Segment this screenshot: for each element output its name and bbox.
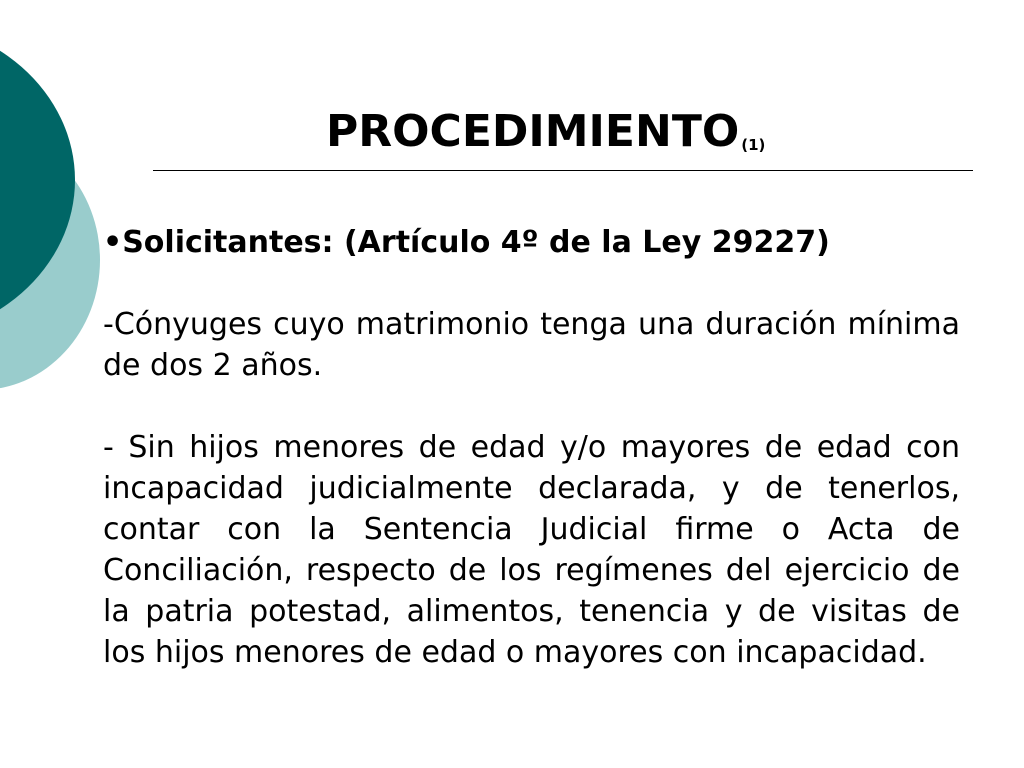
spacer — [103, 386, 960, 427]
bullet-heading — [103, 222, 960, 263]
title-text: PROCEDIMIENTO — [326, 106, 740, 157]
spacer — [103, 263, 960, 304]
paragraph-conyuges: -Cónyuges cuyo matrimonio tenga una duración mínima de dos 2 años. — [103, 307, 960, 383]
bullet-heading-text: Solicitantes: (Artículo 4º de la Ley 29227) — [122, 225, 830, 260]
slide-body — [103, 222, 960, 673]
bullet-marker: • — [103, 225, 123, 260]
slide-title — [326, 104, 765, 169]
paragraph-hijos: - Sin hijos menores de edad y/o mayores de edad con incapacidad judicialmente declarada, y de tenerlos, contar con la Sentencia Judicial firme o Acta de Conciliación, respecto de los regímenes del ejercicio de la patria potestad, alimentos, tenencia y de visitas de los hijos menores de edad o mayores con incapacidad. — [103, 430, 960, 670]
title-divider — [153, 170, 973, 171]
title-superscript: (1) — [741, 136, 766, 154]
